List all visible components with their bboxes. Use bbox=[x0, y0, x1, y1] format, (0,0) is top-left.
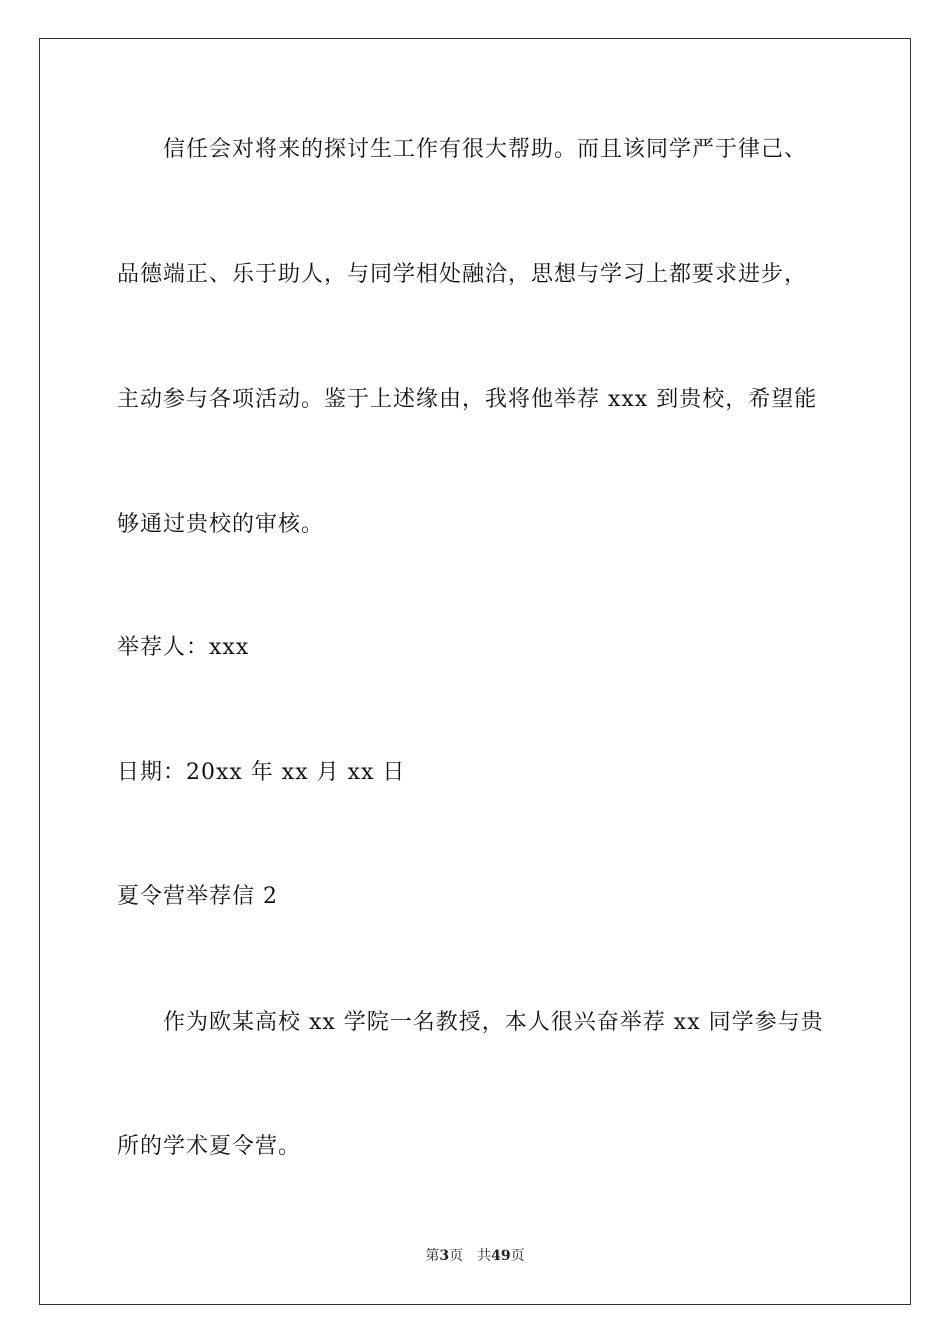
total-suffix: 页 bbox=[510, 1248, 525, 1264]
paragraph-line-3: 主动参与各项活动。鉴于上述缘由，我将他举荐 xxx 到贵校，希望能 bbox=[117, 387, 818, 412]
paragraph-line-5: 作为欧某高校 xx 学院一名教授，本人很兴奋举荐 xx 同学参与贵 bbox=[163, 1010, 824, 1035]
page-prefix: 第 bbox=[425, 1248, 440, 1264]
recommender-line: 举荐人：xxx bbox=[117, 635, 250, 660]
total-prefix: 共 bbox=[477, 1248, 492, 1264]
paragraph-line-2: 品德端正、乐于助人，与同学相处融洽，思想与学习上都要求进步， bbox=[117, 262, 808, 287]
page-suffix: 页 bbox=[449, 1248, 464, 1264]
date-line: 日期：20xx 年 xx 月 xx 日 bbox=[117, 760, 406, 785]
paragraph-line-1: 信任会对将来的探讨生工作有很大帮助。而且该同学严于律己、 bbox=[163, 137, 808, 162]
section-heading: 夏令营举荐信 2 bbox=[117, 884, 278, 909]
page-border bbox=[39, 38, 911, 1305]
paragraph-line-4: 够通过贵校的审核。 bbox=[117, 512, 325, 537]
page-number: 3 bbox=[439, 1248, 450, 1264]
paragraph-line-6: 所的学术夏令营。 bbox=[117, 1134, 302, 1159]
page-footer bbox=[0, 1247, 950, 1265]
total-pages: 49 bbox=[491, 1248, 511, 1264]
